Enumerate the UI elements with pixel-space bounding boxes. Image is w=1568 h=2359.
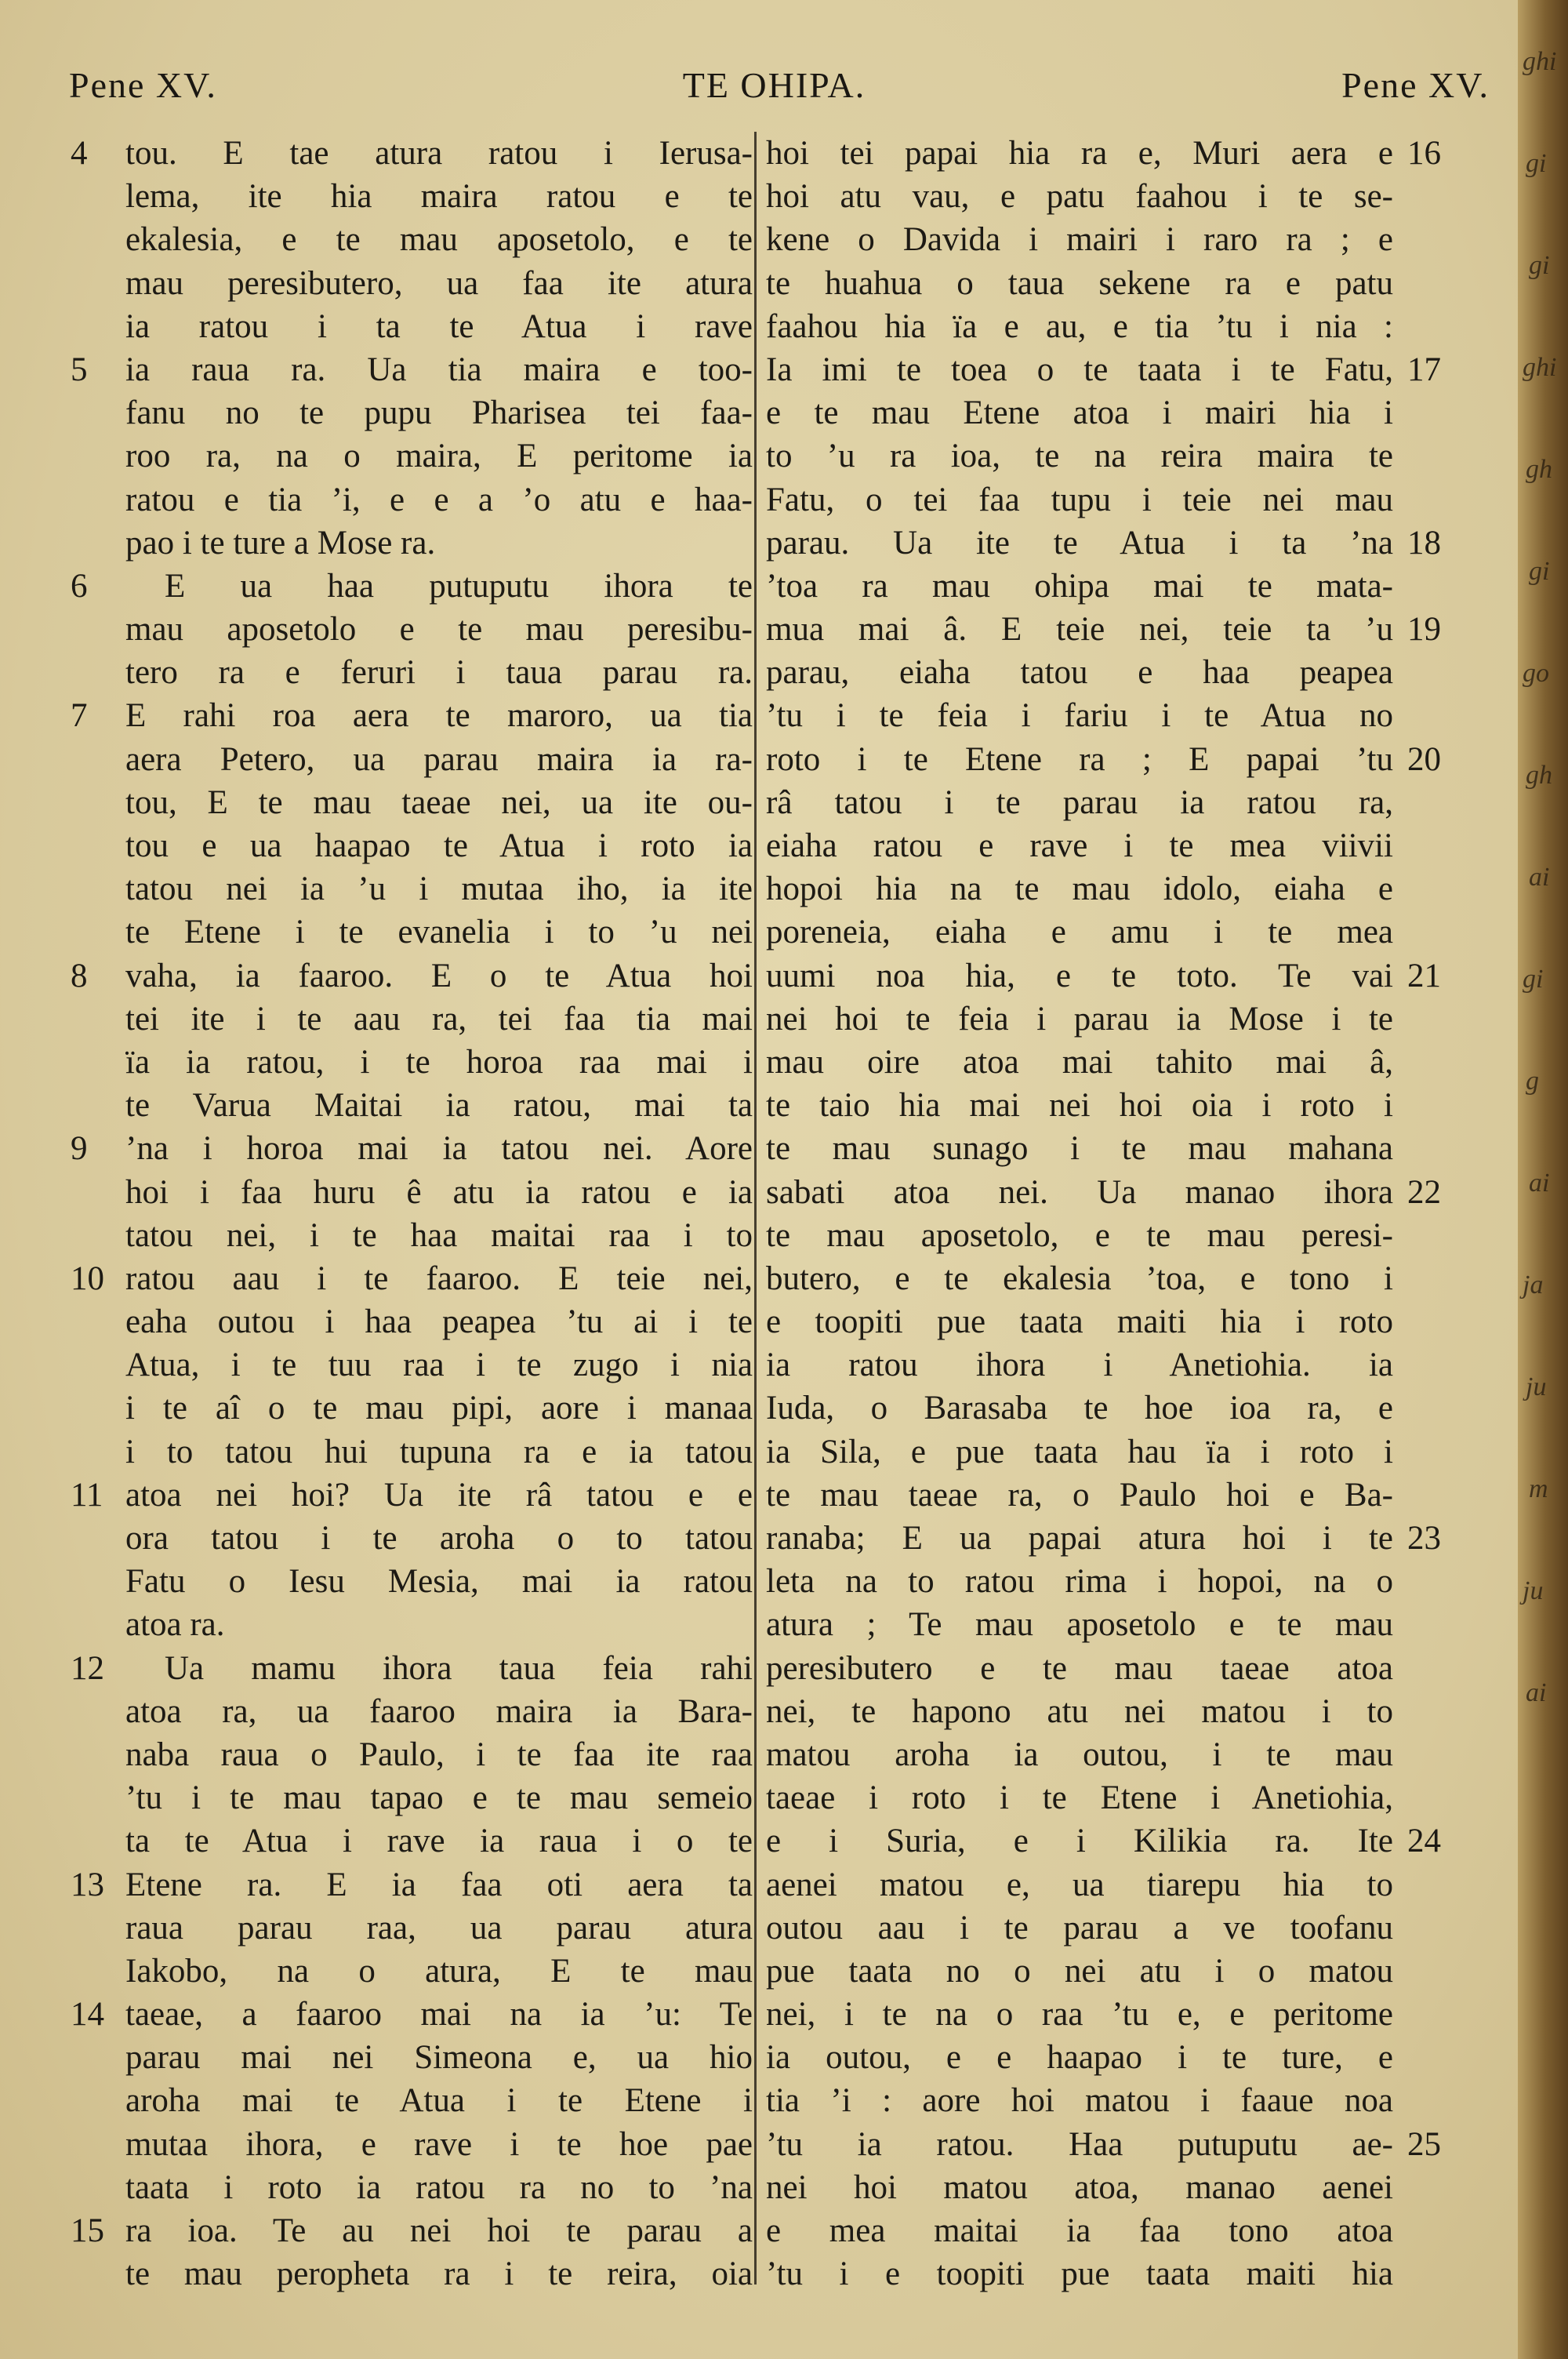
text-line (55, 175, 753, 218)
verse-number: 5 (71, 351, 88, 388)
verse-number: 18 (1407, 524, 1441, 562)
text-line (55, 651, 753, 694)
text-line (55, 1257, 753, 1300)
verse-text: aroha mai te Atua i te Etene i (125, 2082, 753, 2120)
left-column (55, 132, 753, 2295)
right-column (764, 132, 1494, 2295)
book-gutter-edge (1518, 0, 1568, 2359)
text-line (55, 1647, 753, 1690)
text-line (55, 1084, 753, 1127)
gutter-mark: ghi (1523, 47, 1557, 76)
text-line (55, 1171, 753, 1214)
text-line (764, 2036, 1494, 2079)
verse-text: ïa ia ratou, i te horoa raa mai i (125, 1043, 753, 1081)
verse-text: i to tatou hui tupuna ra e ia tatou (125, 1433, 753, 1470)
verse-text: mutaa ihora, e rave i te hoe pae (125, 2125, 753, 2163)
text-line (764, 1950, 1494, 1993)
text-line (764, 2079, 1494, 2122)
verse-number: 20 (1407, 740, 1441, 778)
text-line (764, 305, 1494, 348)
verse-text: râ tatou i te parau ia ratou ra, (766, 783, 1393, 821)
text-line (764, 1430, 1494, 1474)
verse-text: aenei matou e, ua tiarepu hia to (766, 1866, 1393, 1903)
text-line (764, 1690, 1494, 1733)
text-line (55, 1214, 753, 1257)
text-line (55, 1993, 753, 2036)
text-line (764, 1214, 1494, 1257)
text-line (764, 2166, 1494, 2209)
gutter-mark: m (1529, 1474, 1548, 1503)
text-line (764, 1819, 1494, 1863)
gutter-mark: ai (1526, 1678, 1547, 1707)
text-line (55, 1560, 753, 1603)
verse-text: tero ra e feruri i taua parau ra. (125, 654, 753, 692)
running-head-right: Pene XV. (1341, 65, 1490, 105)
text-line (55, 2079, 753, 2122)
text-line (764, 2252, 1494, 2295)
verse-text: mau oire atoa mai tahito mai â, (766, 1043, 1393, 1081)
verse-text: Fatu, o tei faa tupu i teie nei mau (766, 481, 1393, 518)
verse-text: Ua mamu ihora taua feia rahi (165, 1649, 753, 1687)
verse-text: ora tatou i te aroha o to tatou (125, 1520, 753, 1557)
verse-text: raua parau raa, ua parau atura (125, 1909, 753, 1946)
verse-text: e i Suria, e i Kilikia ra. Ite (766, 1823, 1393, 1860)
text-line (55, 998, 753, 1041)
gutter-mark: gi (1523, 965, 1544, 994)
text-line (55, 348, 753, 391)
text-line (764, 738, 1494, 781)
text-line (764, 651, 1494, 694)
text-line (764, 175, 1494, 218)
verse-text: te mau sunago i te mau mahana (766, 1130, 1393, 1168)
text-line (764, 608, 1494, 651)
verse-number: 12 (71, 1649, 104, 1687)
text-line (764, 565, 1494, 608)
verse-text: faahou hia ïa e au, e tia ’tu i nia : (766, 307, 1393, 345)
verse-text: nei, i te na o raa ’tu e, e peritome (766, 1996, 1393, 2034)
verse-text: taata i roto ia ratou ra no to ’na (125, 2168, 753, 2206)
verse-text: eaha outou i haa peapea ’tu ai i te (125, 1303, 753, 1341)
text-line (764, 1603, 1494, 1646)
verse-text: tatou nei, i te haa maitai raa i to (125, 1216, 753, 1254)
verse-number: 11 (71, 1476, 103, 1514)
gutter-mark: gi (1529, 251, 1550, 280)
verse-text: tei ite i te aau ra, tei faa tia mai (125, 1000, 753, 1038)
text-line (764, 348, 1494, 391)
text-line (55, 1776, 753, 1819)
verse-number: 8 (71, 957, 88, 994)
text-line (55, 2123, 753, 2166)
text-line (55, 2166, 753, 2209)
text-line (55, 1343, 753, 1387)
verse-text: tia ’i : aore hoi matou i faaue noa (766, 2082, 1393, 2120)
verse-text: ra ioa. Te au nei hoi te parau a (125, 2212, 753, 2249)
text-line (764, 781, 1494, 824)
verse-text: parau. Ua ite te Atua i ta ’na (766, 524, 1393, 562)
text-line (764, 434, 1494, 478)
text-line (55, 911, 753, 954)
running-head-left: Pene XV. (69, 65, 217, 105)
verse-number: 25 (1407, 2125, 1441, 2163)
text-line (764, 911, 1494, 954)
verse-text: peresibutero e te mau taeae atoa (766, 1649, 1393, 1687)
verse-text: ’tu i te mau tapao e te mau semeio (125, 1779, 753, 1817)
verse-text: taeae i roto i te Etene i Anetiohia, (766, 1779, 1393, 1817)
text-line (764, 954, 1494, 998)
gutter-mark: ja (1523, 1270, 1544, 1299)
verse-text: e mea maitai ia faa tono atoa (766, 2212, 1393, 2249)
verse-number: 15 (71, 2212, 104, 2249)
verse-number: 10 (71, 1259, 104, 1297)
verse-text: tou e ua haapao te Atua i roto ia (125, 827, 753, 864)
gutter-mark: ai (1529, 1169, 1550, 1198)
text-line (55, 1127, 753, 1170)
verse-number: 19 (1407, 611, 1441, 649)
text-line (55, 2252, 753, 2295)
text-line (55, 1041, 753, 1084)
text-line (55, 565, 753, 608)
verse-number: 21 (1407, 957, 1441, 994)
verse-text: pue taata no o nei atu i o matou (766, 1952, 1393, 1990)
text-line (764, 262, 1494, 305)
text-line (55, 2209, 753, 2252)
verse-text: Iakobo, na o atura, E te mau (125, 1952, 753, 1990)
verse-text: hoi tei papai hia ra e, Muri aera e (766, 135, 1393, 172)
verse-text: vaha, ia faaroo. E o te Atua hoi (125, 957, 753, 994)
verse-text: kene o Davida i mairi i raro ra ; e (766, 221, 1393, 259)
verse-text: atoa ra, ua faaroo maira ia Bara- (125, 1692, 753, 1730)
text-line (764, 1906, 1494, 1950)
verse-number: 24 (1407, 1823, 1441, 1860)
verse-text: ranaba; E ua papai atura hoi i te (766, 1520, 1393, 1557)
verse-text: tatou nei ia ’u i mutaa iho, ia ite (125, 871, 753, 908)
verse-number: 6 (71, 567, 88, 605)
text-line (55, 1733, 753, 1776)
verse-text: Iuda, o Barasaba te hoe ioa ra, e (766, 1390, 1393, 1427)
verse-text: parau, eiaha tatou e haa peapea (766, 654, 1393, 692)
verse-text: tou, E te mau taeae nei, ua ite ou- (125, 783, 753, 821)
text-line (55, 1950, 753, 1993)
text-line (55, 1906, 753, 1950)
text-line (764, 1084, 1494, 1127)
verse-text: nei, te hapono atu nei matou i to (766, 1692, 1393, 1730)
verse-text: ratou aau i te faaroo. E teie nei, (125, 1259, 753, 1297)
text-line (55, 1387, 753, 1430)
text-line (764, 1171, 1494, 1214)
gutter-mark: gh (1526, 761, 1552, 790)
verse-text: ’tu i e toopiti pue taata maiti hia (766, 2255, 1393, 2293)
verse-text: te Etene i te evanelia i to ’u nei (125, 914, 753, 951)
text-line (55, 262, 753, 305)
verse-text: hoi i faa huru ê atu ia ratou e ia (125, 1173, 753, 1211)
text-line (55, 2036, 753, 2079)
text-line (55, 824, 753, 867)
verse-text: atoa nei hoi? Ua ite râ tatou e e (125, 1476, 753, 1514)
verse-text: te huahua o taua sekene ra e patu (766, 264, 1393, 302)
text-line (764, 694, 1494, 737)
verse-text: Atua, i te tuu raa i te zugo i nia (125, 1347, 753, 1384)
verse-text: taeae, a faaroo mai na ia ’u: Te (125, 1996, 753, 2034)
verse-number: 16 (1407, 135, 1441, 172)
text-line (764, 2209, 1494, 2252)
gutter-mark: gi (1526, 149, 1547, 178)
verse-text: butero, e te ekalesia ’toa, e tono i (766, 1259, 1393, 1297)
text-line (764, 1863, 1494, 1906)
text-line (764, 1300, 1494, 1343)
text-line (55, 867, 753, 911)
verse-text: atoa ra. (125, 1606, 225, 1644)
text-line (764, 1041, 1494, 1084)
verse-text: te mau peropheta ra i te reira, oia (125, 2255, 753, 2293)
verse-text: ta te Atua i rave ia raua i o te (125, 1823, 753, 1860)
verse-text: ratou e tia ’i, e e a ’o atu e haa- (125, 481, 753, 518)
text-line (55, 305, 753, 348)
verse-text: uumi noa hia, e te toto. Te vai (766, 957, 1393, 994)
gutter-mark: ju (1526, 1372, 1547, 1401)
text-line (764, 1343, 1494, 1387)
text-line (55, 1690, 753, 1733)
verse-text: ia outou, e e haapao i te ture, e (766, 2039, 1393, 2077)
verse-text: ia ratou i ta te Atua i rave (125, 307, 753, 345)
verse-text: lema, ite hia maira ratou e te (125, 178, 753, 216)
text-line (55, 1300, 753, 1343)
verse-text: outou aau i te parau a ve toofanu (766, 1909, 1393, 1946)
text-line (764, 2123, 1494, 2166)
verse-text: hoi atu vau, e patu faahou i te se- (766, 178, 1393, 216)
gutter-mark: ai (1529, 863, 1550, 892)
text-line (764, 1733, 1494, 1776)
gutter-mark: ju (1523, 1576, 1544, 1605)
verse-text: e toopiti pue taata maiti hia i roto (766, 1303, 1393, 1341)
text-line (764, 1387, 1494, 1430)
text-line (55, 218, 753, 261)
text-line (55, 1474, 753, 1517)
verse-text: ’tu i te feia i fariu i te Atua no (766, 697, 1393, 735)
verse-number: 23 (1407, 1520, 1441, 1557)
verse-text: matou aroha ia outou, i te mau (766, 1736, 1393, 1773)
verse-text: roto i te Etene ra ; E papai ’tu (766, 740, 1393, 778)
verse-text: fanu no te pupu Pharisea tei faa- (125, 394, 753, 432)
text-line (764, 1776, 1494, 1819)
verse-text: E ua haa putuputu ihora te (165, 567, 753, 605)
verse-text: ia Sila, e pue taata hau ïa i roto i (766, 1433, 1393, 1470)
verse-text: E rahi roa aera te maroro, ua tia (125, 697, 753, 735)
verse-number: 7 (71, 697, 88, 735)
verse-number: 4 (71, 135, 88, 172)
verse-text: aera Petero, ua parau maira ia ra- (125, 740, 753, 778)
verse-text: leta na to ratou rima i hopoi, na o (766, 1563, 1393, 1601)
verse-text: atura ; Te mau aposetolo e te mau (766, 1606, 1393, 1644)
text-line (764, 1257, 1494, 1300)
text-line (55, 694, 753, 737)
verse-number: 22 (1407, 1173, 1441, 1211)
gutter-mark: gi (1529, 557, 1550, 586)
text-line (764, 867, 1494, 911)
text-line (764, 1474, 1494, 1517)
verse-text: ekalesia, e te mau aposetolo, e te (125, 221, 753, 259)
text-line (55, 1863, 753, 1906)
verse-text: sabati atoa nei. Ua manao ihora (766, 1173, 1393, 1211)
text-line (55, 1517, 753, 1560)
text-line (55, 954, 753, 998)
verse-text: te Varua Maitai ia ratou, mai ta (125, 1087, 753, 1125)
verse-text: poreneia, eiaha e amu i te mea (766, 914, 1393, 951)
text-line (764, 1647, 1494, 1690)
text-line (764, 998, 1494, 1041)
text-line (764, 1560, 1494, 1603)
gutter-mark: go (1523, 659, 1549, 688)
verse-text: nei hoi te feia i parau ia Mose i te (766, 1000, 1393, 1038)
text-line (764, 132, 1494, 175)
verse-text: hopoi hia na te mau idolo, eiaha e (766, 871, 1393, 908)
text-line (764, 218, 1494, 261)
verse-text: ia raua ra. Ua tia maira e too- (125, 351, 753, 388)
text-line (764, 478, 1494, 522)
text-line (55, 522, 753, 565)
verse-text: ’toa ra mau ohipa mai te mata- (766, 567, 1393, 605)
verse-text: to ’u ra ioa, te na reira maira te (766, 438, 1393, 475)
text-line (55, 132, 753, 175)
verse-text: ia ratou ihora i Anetiohia. ia (766, 1347, 1393, 1384)
verse-text: pao i te ture a Mose ra. (125, 524, 436, 562)
verse-text: te mau aposetolo, e te mau peresi- (766, 1216, 1393, 1254)
text-line (764, 824, 1494, 867)
verse-text: naba raua o Paulo, i te faa ite raa (125, 1736, 753, 1773)
verse-number: 13 (71, 1866, 104, 1903)
verse-text: Etene ra. E ia faa oti aera ta (125, 1866, 753, 1903)
verse-text: te mau taeae ra, o Paulo hoi e Ba- (766, 1476, 1393, 1514)
text-line (55, 1603, 753, 1646)
text-line (55, 434, 753, 478)
verse-text: ’tu ia ratou. Haa putuputu ae- (766, 2125, 1393, 2163)
verse-text: mua mai â. E teie nei, teie ta ’u (766, 611, 1393, 649)
text-line (55, 781, 753, 824)
gutter-mark: gh (1526, 455, 1552, 484)
text-line (764, 1993, 1494, 2036)
gutter-mark: ghi (1523, 353, 1557, 382)
text-line (55, 391, 753, 434)
text-line (764, 391, 1494, 434)
running-head-title: TE OHIPA. (682, 65, 866, 105)
verse-text: Fatu o Iesu Mesia, mai ia ratou (125, 1563, 753, 1601)
text-line (55, 608, 753, 651)
verse-text: mau aposetolo e te mau peresibu- (125, 611, 753, 649)
text-line (764, 522, 1494, 565)
verse-text: eiaha ratou e rave i te mea viivii (766, 827, 1393, 864)
text-line (764, 1517, 1494, 1560)
verse-text: Ia imi te toea o te taata i te Fatu, (766, 351, 1393, 388)
text-line (55, 1819, 753, 1863)
verse-text: ’na i horoa mai ia tatou nei. Aore (125, 1130, 753, 1168)
verse-number: 14 (71, 1996, 104, 2034)
verse-text: tou. E tae atura ratou i Ierusa- (125, 135, 753, 172)
text-line (55, 1430, 753, 1474)
verse-text: mau peresibutero, ua faa ite atura (125, 264, 753, 302)
verse-text: e te mau Etene atoa i mairi hia i (766, 394, 1393, 432)
verse-text: te taio hia mai nei hoi oia i roto i (766, 1087, 1393, 1125)
verse-text: i te aî o te mau pipi, aore i manaa (125, 1390, 753, 1427)
verse-text: parau mai nei Simeona e, ua hio (125, 2039, 753, 2077)
gutter-mark: g (1526, 1067, 1539, 1096)
text-line (764, 1127, 1494, 1170)
verse-text: roo ra, na o maira, E peritome ia (125, 438, 753, 475)
verse-number: 17 (1407, 351, 1441, 388)
verse-number: 9 (71, 1130, 88, 1168)
text-line (55, 738, 753, 781)
text-line (55, 478, 753, 522)
verse-text: nei hoi matou atoa, manao aenei (766, 2168, 1393, 2206)
column-divider (754, 132, 757, 2284)
